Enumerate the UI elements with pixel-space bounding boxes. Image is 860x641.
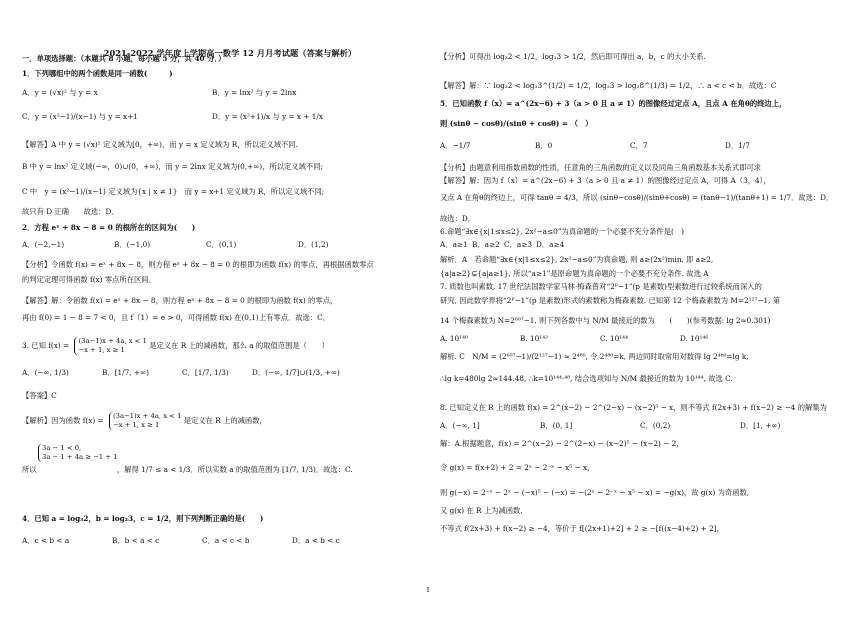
q8-explanation-line1: 解：A.根据题意，f(x) = 2^(x−2) − 2^(2−x) − (x−2)⁵ − (x−2) − 2，	[440, 439, 684, 448]
question-7-line2: 研究, 因此数学界将“2ᴾ−1”(p 是素数)形式的素数称为梅森素数. 已知第 12 个梅森素数为 M=2¹²⁷−1, 第	[440, 296, 781, 305]
q7-option-a: A. 10¹⁴⁰	[440, 334, 468, 343]
q7-option-b: B. 10¹⁴²	[520, 334, 549, 343]
q4-solution: 【解答】解：∵ log₃2 < log₃3^(1/2) = 1/2，log₂3 > log₂8^(1/3) = 1/2，∴ a < c < b．故选：C	[440, 81, 777, 90]
question-8: 8. 已知定义在 R 上的函数 f(x) = 2^(x−2) − 2^(2−x) − (x−2)⁵ − x，则不等式 f(2x+3) + f(x−2) ≥ −4 的解集为	[440, 403, 827, 412]
q3-system-1: 3a − 1 < 0,	[42, 444, 82, 452]
page-number: 1	[426, 586, 431, 594]
question-7-line3: 14 个梅森素数为 N=2⁶⁰⁷−1, 则下列各数中与 N/M 最接近的数为 ( )(参考数据: lg 2≈0.301)	[440, 316, 771, 325]
q4-options	[22, 536, 340, 546]
q2-options	[22, 240, 328, 250]
q3-explanation-line1	[22, 412, 267, 430]
q3-suffix: 是定义在 R 上的减函数，那么 a 的取值范围是（ ）	[149, 341, 329, 350]
q3-prefix: 3. 已知 f(x) =	[22, 341, 70, 350]
q8-option-c: C．(0,2)	[640, 421, 671, 430]
q7-explanation-line1: 解析. C N/M = (2⁶⁰⁷−1)/(2¹²⁷−1) ≈ 2⁴⁸⁰, 令 2⁴⁸⁰=k, 两边同时取常用对数得 lg 2⁴⁸⁰=lg k,	[440, 352, 749, 361]
q3-option-a: A．(−∞, 1/3)	[22, 368, 69, 377]
q5-options	[440, 141, 750, 151]
q3-exp-prefix: 【解析】因为函数 f(x) =	[22, 416, 104, 425]
q5-option-d: D．1/7	[725, 141, 750, 150]
q5-analysis: 【分析】由题意利用指数函数的性质，任意角的三角函数的定义以及同角三角函数基本关系式即可求	[440, 163, 762, 172]
q8-explanation-line3: 则 g(−x) = 2⁻ˣ − 2ˣ − (−x)⁵ − (−x) = −(2ˣ − 2⁻ˣ − x⁵ − x) = −g(x)，故 g(x) 为奇函数,	[440, 488, 750, 497]
q6-explanation-line2: {a|a≥2}⊊{a|a≥1}, 所以“a≥1”是原命题为真命题的一个必要不充分条件. 故选 A	[440, 269, 709, 278]
q2-solution-line1: 【解答】解：令函数 f(x) = eˣ + 8x − 8，则方程 eˣ + 8x − 8 = 0 的根即为函数 f(x) 的零点，	[22, 296, 338, 305]
q3-option-b: B．[1/7, +∞)	[102, 368, 149, 377]
q8-option-a: A．(−∞, 1]	[440, 421, 480, 430]
q3-exp-case-2: −x + 1, x ≥ 1	[112, 421, 160, 429]
q7-option-d: D. 10¹⁴⁶	[680, 334, 709, 343]
q2-analysis-line1: 【分析】令函数 f(x) = eˣ + 8x − 8，则方程 eˣ + 8x − 8 = 0 的根即为函数 f(x) 的零点，再根据函数零点	[22, 260, 374, 269]
q1-answer-line3: C 中 y = (x²−1)/(x−1) 定义域为{x | x ≠ 1} 而 y = x+1 定义域为 R，所以定义域不同;	[22, 187, 325, 196]
q1-options-row1	[22, 88, 296, 98]
q3-case-1: (3a−1)x + 4a, x < 1	[78, 337, 147, 345]
q3-explanation-line2: 所以 ，解得 1/7 ≤ a < 1/3．所以实数 a 的取值范围为 [1/7, 1/3)．故选：C.	[22, 465, 353, 474]
page-title: 2021-2022 学年度上学期高一数学 12 月月考试题（答案与解析）	[103, 48, 357, 58]
q3-options	[22, 368, 340, 378]
q5-solution-line3: 故选：D．	[440, 214, 476, 223]
q4-analysis: 【分析】可得出 log₃2 < 1/2，log₂3 > 1/2，然后即可得出 a，b，c 的大小关系.	[440, 52, 706, 61]
q6-option-c: C．a≥3	[504, 240, 532, 249]
q5-option-c: C．7	[630, 141, 648, 150]
q1-option-a: A．y = (√x)² 与 y = x	[22, 88, 98, 97]
q3-system-2: 3a − 1 + 4a ≥ −1 + 1	[42, 453, 118, 461]
q6-option-b: B．a≥2	[472, 240, 500, 249]
q2-option-b: B．(−1,0)	[114, 240, 151, 249]
q1-option-b: B．y = lnx² 与 y = 2lnx	[212, 88, 297, 97]
q1-answer-line2: B 中 y = lnx² 定义域(−∞，0)∪(0，+∞)，而 y = 2lnx 定义域为(0,+∞)，所以定义域不同;	[22, 162, 323, 171]
q5-solution-line2: 又点 A 在角θ的终边上，可得 tanθ = 4/3，所以 (sinθ−cosθ)/(sinθ+cosθ) = (tanθ−1)/(tanθ+1) = 1/7．故选：D．	[440, 193, 834, 202]
q7-options	[440, 334, 708, 343]
q3-inequality-system	[38, 444, 118, 462]
q5-option-a: A．−1/7	[440, 141, 471, 150]
q3-piecewise	[74, 337, 146, 355]
q3-option-c: C．[1/7, 1/3)	[182, 368, 229, 377]
q5-solution-line1: 【解答】解：因为 f（x）= a^(2x−6) + 3（a > 0 且 a ≠ 1）的图像经过定点 A，可得 A（3，4），	[440, 176, 771, 185]
q4-option-c: C．a < c < b	[202, 536, 250, 545]
question-4: 4．已知 a = log₃2，b = log₂3，c = 1/2，则下列判断正确的是( )	[22, 514, 264, 523]
section-heading: 一．单项选择题：（本题共 8 小题，每小题 5 分，共 40 分．）	[22, 54, 226, 63]
q4-option-b: B．b < a < c	[112, 536, 160, 545]
q6-option-d: D．a≥4	[536, 240, 565, 249]
q8-explanation-line4: 又 g(x) 在 R 上为减函数,	[440, 506, 523, 515]
q6-explanation-line1: 解析．A 若命题“∃x∈{x|1≤x≤2}, 2x²−a≤0”为真命题, 则 a≥(2x²)min, 即 a≥2,	[440, 255, 714, 264]
q2-analysis-line2: 的判定定理可得函数 f(x) 零点所在区间．	[22, 275, 156, 284]
question-5: 5．已知函数 f（x）= a^(2x−6) + 3（a > 0 且 a ≠ 1）的图像经过定点 A，且点 A 在角θ的终边上，	[440, 99, 787, 108]
q1-answer-line1: 【解答】A 中 y = (√x)² 定义域为[0，+∞)，而 y = x 定义域为 R，所以定义域不同.	[22, 140, 298, 149]
q1-option-c: C．y = (x²−1)/(x−1) 与 y = x+1	[22, 112, 138, 121]
question-1: 1．下列哪组中的两个函数是同一函数( )	[22, 69, 173, 78]
q3-answer: 【答案】C	[22, 391, 57, 400]
q4-option-d: D．a < b < c	[292, 536, 340, 545]
q3-option-d: D．(−∞, 1/7]∪(1/3, +∞)	[252, 368, 340, 377]
q1-option-d: D．y = (x²+1)/x 与 y = x + 1/x	[212, 112, 323, 121]
q2-option-d: D．(1,2)	[298, 240, 329, 249]
q3-exp-suffix: 是定义在 R 上的减函数，	[183, 416, 267, 425]
question-7-line1: 7. 质数也叫素数, 17 世纪法国数学家马林·梅森曾对“2ᴾ−1”(p 是素数)型素数进行过较系统而深入的	[440, 282, 762, 291]
q3-case-2: −x + 1, x ≥ 1	[78, 346, 125, 354]
q4-option-a: A．c < b < a	[22, 536, 70, 545]
question-3	[22, 337, 329, 355]
q8-options	[440, 421, 780, 431]
q8-option-d: D．[1, +∞)	[740, 421, 781, 430]
q2-option-a: A．(−2,−1)	[22, 240, 65, 249]
q8-option-b: B．(0, 1]	[540, 421, 573, 430]
question-6: 6.命题“∃x∈{x|1≤x≤2}, 2x²−a≤0”为真命题的一个必要不充分条件是( )	[440, 227, 684, 236]
q8-explanation-line5: 不等式 f(2x+3) + f(x−2) ≥ −4，等价于 f[(2x+1)+2] + 2 ≥ −[f((x−4)+2) + 2]，	[440, 524, 724, 533]
question-5-expression: 则 (sinθ − cosθ)/(sinθ + cosθ) = （ ）	[440, 119, 593, 128]
q8-explanation-line2: 令 g(x) = f(x+2) + 2 = 2ˣ − 2⁻ˣ − x⁵ − x，	[440, 463, 595, 472]
q7-explanation-line2: ∴lg k=480lg 2≈144.48, ∴k=10¹⁴⁴·⁴⁸, 结合选项知与 N/M 最接近的数为 10¹⁴⁴, 故选 C.	[440, 374, 733, 383]
q1-answer-line4: 故只有 D 正确 故选：D．	[22, 207, 119, 216]
question-2: 2．方程 eˣ + 8x − 8 = 0 的根所在的区间为( )	[22, 223, 196, 232]
q2-option-c: C．(0,1)	[206, 240, 237, 249]
q6-option-a: A．a≥1	[440, 240, 468, 249]
q5-option-b: B．0	[535, 141, 553, 150]
right-column	[440, 46, 845, 641]
q7-option-c: C. 10¹⁴⁴	[600, 334, 629, 343]
q3-exp-case-1: (3a−1)x + 4a, x < 1	[112, 412, 182, 420]
left-column	[22, 42, 427, 637]
q2-solution-line2: 再由 f(0) = 1 − 8 = 7 < 0，且 f（1）= e > 0，可得函数 f(x) 在(0,1)上有零点．故选：C．	[22, 313, 331, 322]
q3-exp-piecewise	[109, 412, 181, 430]
q6-options	[440, 240, 564, 250]
q1-options-row2	[22, 112, 323, 122]
